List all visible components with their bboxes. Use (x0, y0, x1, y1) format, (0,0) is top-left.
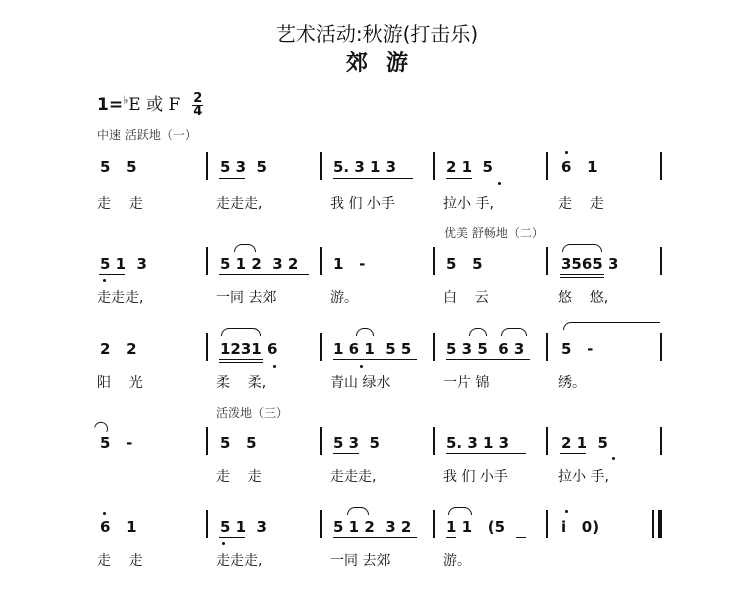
low-dot (612, 457, 615, 460)
low-dot (273, 365, 276, 368)
low-dot (498, 182, 501, 185)
barline (433, 510, 435, 538)
lyric: 游。 (330, 290, 358, 306)
lyric: 我 们 小手 (443, 469, 508, 485)
lyric: 走 走 (558, 196, 604, 212)
time-top: 2 (193, 90, 203, 106)
underline (446, 537, 456, 538)
page-title: 艺术活动:秋游(打击乐) (275, 22, 479, 46)
barline (320, 333, 322, 361)
barline (546, 152, 548, 180)
barline (660, 247, 662, 275)
measure: 2 1 5 (446, 158, 493, 176)
tie-slur (469, 328, 487, 336)
measure: 5 - (561, 340, 594, 358)
high-dot (565, 510, 568, 513)
barline (320, 247, 322, 275)
final-barline-thin (652, 510, 654, 538)
section-label-1: 中速 活跃地（一） (97, 128, 197, 142)
section-label-2: 优美 舒畅地（二） (444, 226, 544, 240)
tie-slur (234, 244, 256, 252)
low-dot (222, 542, 225, 545)
tie-slur (356, 328, 374, 336)
underline (446, 178, 472, 179)
lyric: 拉小 手, (558, 469, 609, 485)
underline (333, 178, 413, 179)
high-dot (565, 151, 568, 154)
measure: 5 5 (446, 255, 483, 273)
key-signature (97, 90, 203, 118)
underline (446, 359, 530, 360)
measure: 5. 3 1 3 (446, 434, 510, 452)
underline (560, 453, 586, 454)
measure: 5 3 5 6 3 (446, 340, 525, 358)
flat-icon: ♭ (123, 93, 129, 107)
lyric: 青山 绿水 (330, 375, 391, 391)
key-text: E 或 F (128, 95, 181, 115)
tie-slur (94, 420, 110, 432)
measure: 5 1 3 (220, 518, 267, 536)
measure: 6 1 (100, 518, 137, 536)
underline (99, 274, 125, 275)
measure: 2 2 (100, 340, 137, 358)
lyric: 一同 去郊 (216, 290, 277, 306)
measure: i 0) (561, 518, 600, 536)
key-prefix: 1= (97, 95, 124, 115)
measure: 2 1 5 (561, 434, 608, 452)
underline (219, 537, 245, 538)
barline (546, 427, 548, 455)
barline (206, 333, 208, 361)
measure: 1 6 1 5 5 (333, 340, 412, 358)
tie-slur (221, 328, 261, 336)
low-dot (103, 279, 106, 282)
barline (546, 333, 548, 361)
lyric: 柔 柔, (216, 375, 267, 391)
lyric: 走走走, (216, 196, 263, 212)
measure: 1 - (333, 255, 366, 273)
barline (433, 152, 435, 180)
underline (446, 453, 526, 454)
barline (206, 510, 208, 538)
underline (219, 178, 245, 179)
underline (333, 537, 417, 538)
section-label-3: 活泼地（三） (216, 406, 289, 420)
measure: 5 5 (100, 158, 137, 176)
barline (546, 510, 548, 538)
lyric: 绣。 (558, 375, 586, 391)
lyric: 走走走, (216, 553, 263, 569)
tie-slur (562, 244, 602, 252)
tie-slur (347, 507, 369, 515)
barline (320, 152, 322, 180)
lyric: 拉小 手, (443, 196, 494, 212)
final-barline-thick (658, 510, 662, 538)
time-signature (192, 90, 203, 119)
underline (219, 362, 263, 363)
lyric: 悠 悠, (558, 290, 609, 306)
lyric: 白 云 (443, 290, 489, 306)
measure: 1231 6 (220, 340, 278, 358)
time-bottom: 4 (193, 103, 203, 119)
lyric: 游。 (443, 553, 471, 569)
underline (219, 274, 309, 275)
lyric: 一同 去郊 (330, 553, 391, 569)
barline (206, 247, 208, 275)
measure: 6 1 (561, 158, 598, 176)
barline (320, 427, 322, 455)
tie-slur (501, 328, 527, 336)
song-title: 郊游 (345, 51, 426, 76)
barline (546, 247, 548, 275)
barline (206, 152, 208, 180)
underline (560, 277, 604, 278)
barline (660, 427, 662, 455)
lyric: 一片 锦 (443, 375, 490, 391)
lyric: 走 走 (97, 553, 143, 569)
lyric: 走走走, (330, 469, 377, 485)
measure: 5 3 5 (220, 158, 267, 176)
measure: 5 3 5 (333, 434, 380, 452)
lyric: 走 走 (97, 196, 143, 212)
measure: 5 1 3 (100, 255, 147, 273)
barline (660, 333, 662, 361)
underline (516, 537, 526, 538)
measure: 5. 3 1 3 (333, 158, 397, 176)
high-dot (103, 512, 106, 515)
measure: 5 1 2 3 2 (220, 255, 299, 273)
underline (560, 274, 604, 275)
barline (206, 427, 208, 455)
barline (660, 152, 662, 180)
barline (433, 247, 435, 275)
underline (333, 359, 417, 360)
low-dot (360, 365, 363, 368)
tie-slur (563, 322, 660, 330)
measure: 5 5 (220, 434, 257, 452)
lyric: 走走走, (97, 290, 144, 306)
underline (333, 453, 359, 454)
lyric: 我 们 小手 (330, 196, 395, 212)
measure: 1 1 (5 (446, 518, 506, 536)
lyric: 阳 光 (97, 375, 143, 391)
measure: 5 - (100, 434, 133, 452)
tie-slur (448, 507, 472, 515)
lyric: 走 走 (216, 469, 262, 485)
barline (433, 333, 435, 361)
measure: 5 1 2 3 2 (333, 518, 412, 536)
barline (433, 427, 435, 455)
underline (219, 359, 263, 360)
measure: 3565 3 (561, 255, 619, 273)
barline (320, 510, 322, 538)
